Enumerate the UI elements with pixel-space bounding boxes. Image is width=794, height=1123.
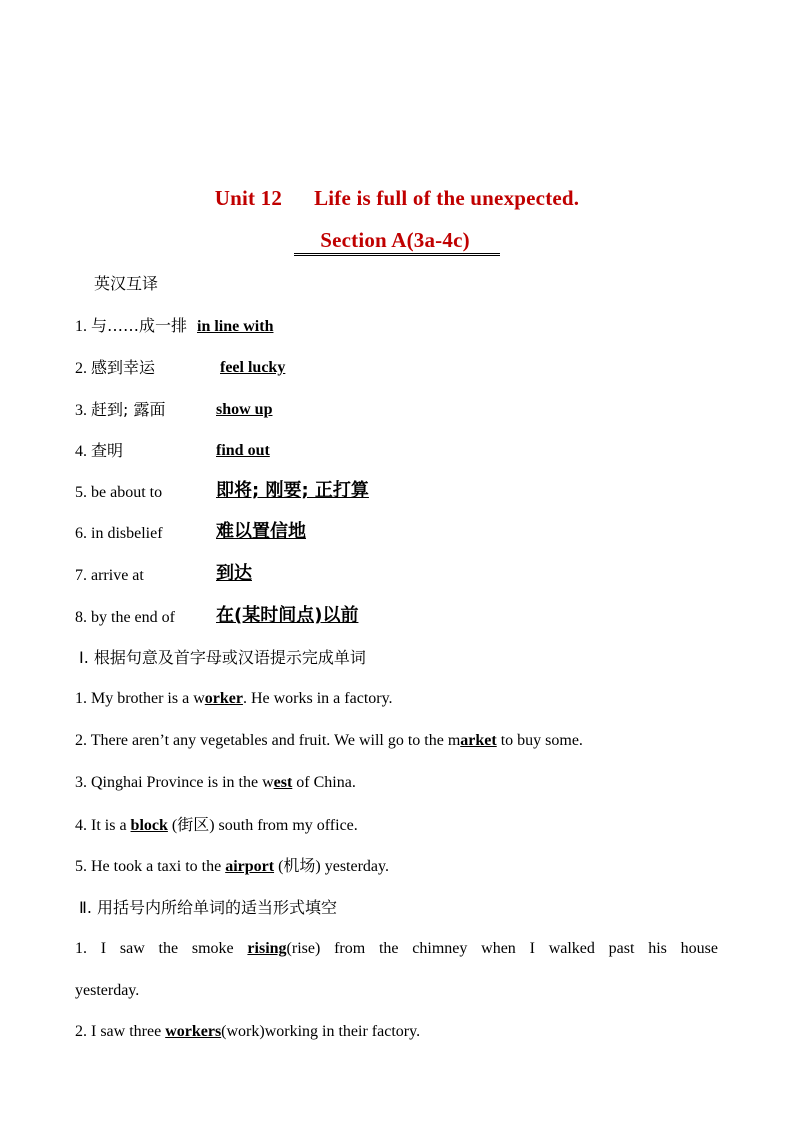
item-text: to buy some.	[496, 732, 583, 749]
vocab-item	[75, 316, 273, 337]
item-text: (机场) yesterday.	[274, 858, 389, 875]
item-answer: 即将; 刚要; 正打算	[216, 480, 369, 501]
item-answer: show up	[216, 401, 273, 418]
item-text: (rise) from the chimney when I walked past his house	[286, 940, 718, 957]
item-text: 4. It is a	[75, 817, 131, 834]
item-prompt: in disbelief	[91, 525, 163, 542]
item-text: (work)working in their factory.	[221, 1023, 421, 1040]
vocab-item	[75, 441, 270, 462]
exercise-item	[75, 731, 583, 751]
item-prompt: by the end of	[91, 609, 175, 626]
item-text: of China.	[292, 774, 356, 791]
item-text: 1. I saw the smoke	[75, 940, 248, 957]
exercise-item	[75, 773, 356, 793]
item-answer: in line with	[197, 318, 274, 335]
item-number: 5.	[75, 484, 87, 501]
exercise-item-continuation: yesterday.	[75, 982, 140, 999]
vocab-item	[75, 563, 252, 586]
vocab-item	[75, 480, 369, 503]
item-number: 3.	[75, 402, 87, 419]
item-number: 8.	[75, 609, 87, 626]
item-prompt: be about to	[91, 484, 163, 501]
item-prompt: 与……成一排	[91, 316, 188, 335]
item-number: 7.	[75, 567, 87, 584]
exercise-item	[75, 816, 358, 836]
item-text: 3. Qinghai Province is in the w	[75, 774, 274, 791]
item-prompt: 赶到; 露面	[91, 400, 166, 419]
item-text: 1. My brother is a w	[75, 690, 205, 707]
vocab-item	[75, 521, 306, 544]
item-answer: 难以置信地	[216, 521, 306, 542]
unit-theme: Life is full of the unexpected.	[314, 186, 580, 210]
exercise-item	[75, 689, 393, 709]
item-answer: est	[273, 774, 293, 791]
part1-heading: Ⅰ. 根据句意及首字母或汉语提示完成单词	[79, 648, 366, 667]
item-answer: arket	[460, 732, 497, 749]
item-answer: 到达	[216, 563, 252, 584]
part2-heading: Ⅱ. 用括号内所给单词的适当形式填空	[79, 898, 338, 917]
item-answer: workers	[165, 1023, 222, 1040]
exercise-item	[75, 939, 718, 959]
item-answer: rising	[247, 940, 287, 957]
item-answer: airport	[225, 858, 275, 875]
exercise-item	[75, 857, 389, 877]
item-answer: block	[130, 817, 168, 834]
item-text: . He works in a factory.	[242, 690, 393, 707]
item-number: 1.	[75, 318, 87, 335]
item-answer: 在(某时间点)以前	[216, 605, 359, 626]
item-number: 2.	[75, 360, 87, 377]
item-prompt: arrive at	[91, 567, 144, 584]
unit-number: Unit 12	[214, 186, 283, 210]
item-answer: find out	[216, 442, 270, 459]
item-text: 2. There aren’t any vegetables and fruit. We will go to the m	[75, 732, 461, 749]
section-label: Section A(3a-4c)	[294, 228, 500, 256]
vocab-item	[75, 605, 359, 628]
item-answer: feel lucky	[220, 359, 286, 376]
item-text: 5. He took a taxi to the	[75, 858, 226, 875]
item-text: 2. I saw three	[75, 1023, 166, 1040]
item-prompt: 感到幸运	[91, 358, 156, 377]
vocab-item	[75, 358, 286, 379]
item-prompt: 查明	[91, 441, 124, 460]
item-answer: orker	[204, 690, 243, 707]
item-number: 4.	[75, 443, 87, 460]
vocab-item	[75, 400, 273, 421]
exercise-item	[75, 1022, 420, 1042]
unit-title	[0, 186, 794, 211]
item-number: 6.	[75, 525, 87, 542]
section-title	[0, 228, 794, 256]
vocab-heading: 英汉互译	[94, 274, 159, 293]
item-text: (街区) south from my office.	[167, 817, 358, 834]
